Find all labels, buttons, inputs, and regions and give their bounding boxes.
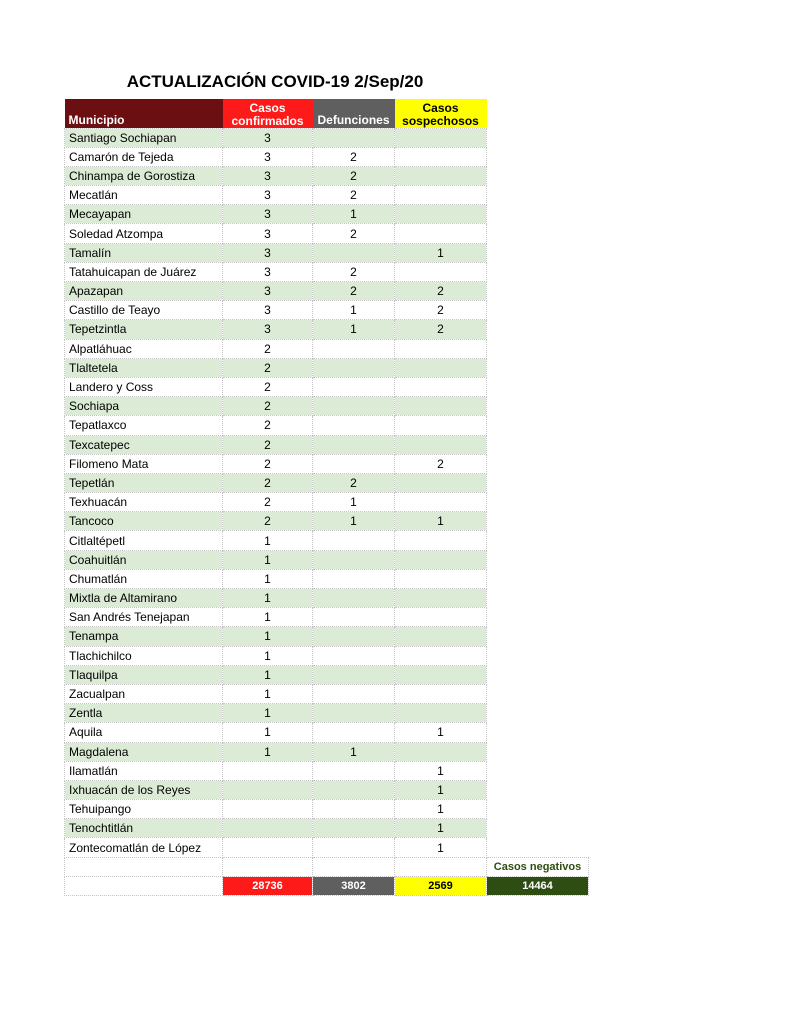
cell-defunciones [313,435,395,454]
table-row [65,608,589,627]
cell-confirmados: 1 [223,665,313,684]
blank-cell [395,857,487,876]
spacer-cell [487,205,589,224]
cell-sospechosos: 1 [395,819,487,838]
cell-sospechosos: 1 [395,780,487,799]
cell-sospechosos [395,684,487,703]
table-row [65,761,589,780]
cell-municipio: Tamalín [65,243,223,262]
cell-municipio: Chinampa de Gorostiza [65,166,223,185]
cell-confirmados: 3 [223,243,313,262]
cell-confirmados: 2 [223,416,313,435]
header-sospechosos-line2: sospechosos [402,113,479,128]
negativos-label-row [65,857,589,876]
cell-confirmados: 3 [223,262,313,281]
spacer-cell [487,282,589,301]
cell-confirmados: 2 [223,493,313,512]
spacer-cell [487,301,589,320]
spacer-cell [487,512,589,531]
cell-municipio: Santiago Sochiapan [65,128,223,147]
cell-confirmados: 1 [223,704,313,723]
cell-sospechosos [395,128,487,147]
cell-defunciones [313,704,395,723]
cell-confirmados [223,761,313,780]
cell-defunciones [313,397,395,416]
spacer-cell [487,454,589,473]
cell-defunciones: 2 [313,473,395,492]
table-row [65,838,589,857]
header-defunciones: Defunciones [313,99,395,128]
table-row [65,320,589,339]
cell-sospechosos [395,377,487,396]
cell-sospechosos: 1 [395,723,487,742]
page-title: ACTUALIZACIÓN COVID-19 2/Sep/20 [126,72,424,91]
cell-sospechosos: 1 [395,512,487,531]
spacer-cell [487,166,589,185]
cell-municipio: Filomeno Mata [65,454,223,473]
cell-defunciones [313,550,395,569]
cell-defunciones [313,569,395,588]
cell-confirmados: 3 [223,186,313,205]
cell-sospechosos [395,704,487,723]
cell-defunciones [313,723,395,742]
totals-row [65,876,589,895]
spacer-cell [487,627,589,646]
table-row [65,819,589,838]
header-sospechosos-line1: Casos [422,100,459,115]
cell-municipio: Ilamatlán [65,761,223,780]
cell-sospechosos [395,531,487,550]
total-negativos: 14464 [487,876,589,895]
table-row [65,742,589,761]
blank-cell [65,857,223,876]
cell-sospechosos [395,473,487,492]
header-confirmados-line1: Casos [249,100,286,115]
cell-municipio: Texcatepec [65,435,223,454]
cell-confirmados: 1 [223,627,313,646]
cell-defunciones [313,358,395,377]
cell-confirmados: 1 [223,589,313,608]
spacer-cell [487,646,589,665]
cell-municipio: Zentla [65,704,223,723]
cell-confirmados: 2 [223,358,313,377]
cell-municipio: Tehuipango [65,800,223,819]
cell-defunciones [313,377,395,396]
cell-municipio: Mixtla de Altamirano [65,589,223,608]
table-row [65,531,589,550]
table-row [65,512,589,531]
header-row [65,99,589,128]
table-row [65,166,589,185]
total-sospechosos: 2569 [395,876,487,895]
table-row [65,397,589,416]
cell-confirmados: 3 [223,128,313,147]
cell-confirmados: 3 [223,282,313,301]
cell-confirmados: 2 [223,512,313,531]
cell-sospechosos [395,262,487,281]
spacer-cell [487,531,589,550]
blank-cell [313,857,395,876]
header-municipio: Municipio [65,99,223,128]
cell-municipio: Sochiapa [65,397,223,416]
cell-municipio: Magdalena [65,742,223,761]
table-row [65,282,589,301]
cell-defunciones: 2 [313,166,395,185]
table-row [65,646,589,665]
spacer-cell [487,243,589,262]
table-row [65,416,589,435]
spacer-cell [487,665,589,684]
cell-confirmados: 1 [223,608,313,627]
table-row [65,224,589,243]
cell-municipio: Aquila [65,723,223,742]
cell-defunciones [313,627,395,646]
cell-municipio: Camarón de Tejeda [65,147,223,166]
table-row [65,569,589,588]
header-casos-confirmados [223,99,313,128]
cell-sospechosos: 2 [395,282,487,301]
cell-sospechosos: 2 [395,320,487,339]
cell-sospechosos [395,186,487,205]
cell-municipio: Tlaquilpa [65,665,223,684]
spacer-cell [487,838,589,857]
cell-defunciones [313,339,395,358]
spacer-cell [487,742,589,761]
cell-municipio: Soledad Atzompa [65,224,223,243]
spacer-cell [487,608,589,627]
table-row [65,128,589,147]
spacer-cell [487,493,589,512]
table-row [65,493,589,512]
table-row [65,377,589,396]
cell-municipio: Tepatlaxco [65,416,223,435]
spacer-cell [487,589,589,608]
cell-sospechosos [395,339,487,358]
spacer-cell [487,761,589,780]
casos-negativos-label: Casos negativos [487,857,589,876]
cell-confirmados: 3 [223,224,313,243]
table-row [65,800,589,819]
cell-confirmados: 1 [223,684,313,703]
table-row [65,665,589,684]
cell-sospechosos [395,358,487,377]
cell-defunciones: 1 [313,493,395,512]
cell-sospechosos [395,569,487,588]
cell-defunciones: 1 [313,512,395,531]
cell-municipio: Coahuitlán [65,550,223,569]
spacer-cell [487,128,589,147]
cell-sospechosos [395,627,487,646]
table-row [65,186,589,205]
table-body [65,128,589,895]
cell-sospechosos [395,205,487,224]
cell-defunciones: 2 [313,224,395,243]
covid-table [64,99,589,896]
cell-confirmados [223,780,313,799]
cell-defunciones [313,128,395,147]
cell-confirmados: 1 [223,646,313,665]
cell-sospechosos: 1 [395,838,487,857]
spacer-cell [487,377,589,396]
cell-sospechosos [395,589,487,608]
header-confirmados-line2: confirmados [231,113,304,128]
cell-defunciones: 2 [313,262,395,281]
cell-defunciones [313,416,395,435]
cell-sospechosos: 1 [395,761,487,780]
cell-sospechosos [395,224,487,243]
spacer-cell [487,819,589,838]
table-row [65,435,589,454]
spacer-cell [487,358,589,377]
cell-defunciones: 1 [313,320,395,339]
cell-municipio: Tepetzintla [65,320,223,339]
cell-municipio: Tenampa [65,627,223,646]
cell-defunciones [313,684,395,703]
table-row [65,550,589,569]
table-row [65,243,589,262]
cell-sospechosos [395,397,487,416]
spacer-cell [487,723,589,742]
cell-defunciones [313,800,395,819]
cell-confirmados: 2 [223,454,313,473]
cell-municipio: Ixhuacán de los Reyes [65,780,223,799]
cell-municipio: Chumatlán [65,569,223,588]
spacer-cell [487,224,589,243]
cell-confirmados: 1 [223,723,313,742]
spacer-cell [487,186,589,205]
table-row [65,301,589,320]
cell-municipio: Citlaltépetl [65,531,223,550]
header-casos-sospechosos [395,99,487,128]
spacer-cell [487,704,589,723]
table-row [65,358,589,377]
spacer-cell [487,800,589,819]
cell-defunciones [313,589,395,608]
cell-confirmados: 3 [223,320,313,339]
spacer-cell [487,147,589,166]
cell-confirmados: 3 [223,301,313,320]
cell-municipio: Tlaltetela [65,358,223,377]
cell-defunciones [313,819,395,838]
spacer-cell [487,435,589,454]
table-row [65,684,589,703]
table-row [65,704,589,723]
table-row [65,723,589,742]
cell-sospechosos [395,608,487,627]
cell-defunciones [313,531,395,550]
cell-sospechosos [395,166,487,185]
cell-municipio: Landero y Coss [65,377,223,396]
cell-defunciones: 2 [313,282,395,301]
spacer-cell [487,684,589,703]
table-row [65,473,589,492]
spacer-cell [487,416,589,435]
total-defunciones: 3802 [313,876,395,895]
spacer-cell [487,473,589,492]
cell-defunciones [313,454,395,473]
cell-municipio: Mecatlán [65,186,223,205]
cell-sospechosos: 2 [395,301,487,320]
table-row [65,589,589,608]
cell-defunciones [313,761,395,780]
cell-defunciones [313,838,395,857]
cell-sospechosos: 1 [395,243,487,262]
cell-sospechosos [395,435,487,454]
cell-confirmados: 3 [223,205,313,224]
cell-confirmados: 3 [223,166,313,185]
cell-sospechosos: 2 [395,454,487,473]
cell-sospechosos [395,665,487,684]
table-row [65,627,589,646]
cell-municipio: San Andrés Tenejapan [65,608,223,627]
cell-municipio: Tatahuicapan de Juárez [65,262,223,281]
cell-confirmados: 2 [223,435,313,454]
cell-confirmados [223,800,313,819]
cell-confirmados: 2 [223,473,313,492]
cell-defunciones: 2 [313,147,395,166]
table-row [65,339,589,358]
cell-defunciones [313,780,395,799]
cell-confirmados: 2 [223,339,313,358]
cell-confirmados: 2 [223,377,313,396]
cell-defunciones: 1 [313,301,395,320]
cell-confirmados: 2 [223,397,313,416]
table-row [65,262,589,281]
cell-defunciones [313,608,395,627]
spacer-cell [487,320,589,339]
cell-sospechosos [395,742,487,761]
table-row [65,205,589,224]
cell-defunciones [313,243,395,262]
spacer-cell [487,339,589,358]
cell-municipio: Tenochtitlán [65,819,223,838]
cell-sospechosos: 1 [395,800,487,819]
total-confirmados: 28736 [223,876,313,895]
cell-defunciones: 1 [313,742,395,761]
cell-confirmados [223,819,313,838]
cell-sospechosos [395,550,487,569]
spacer-cell [487,550,589,569]
cell-sospechosos [395,416,487,435]
cell-municipio: Texhuacán [65,493,223,512]
cell-municipio: Apazapan [65,282,223,301]
spacer-cell [487,780,589,799]
cell-defunciones: 2 [313,186,395,205]
spacer-cell [487,397,589,416]
table-row [65,147,589,166]
cell-municipio: Zontecomatlán de López [65,838,223,857]
cell-municipio: Zacualpan [65,684,223,703]
cell-municipio: Castillo de Teayo [65,301,223,320]
cell-confirmados: 1 [223,742,313,761]
cell-defunciones: 1 [313,205,395,224]
cell-confirmados: 1 [223,550,313,569]
cell-municipio: Tlachichilco [65,646,223,665]
cell-defunciones [313,665,395,684]
cell-municipio: Tepetlán [65,473,223,492]
cell-sospechosos [395,646,487,665]
spacer-cell [487,569,589,588]
blank-cell [223,857,313,876]
table-row [65,780,589,799]
total-empty-cell [65,876,223,895]
cell-confirmados: 3 [223,147,313,166]
cell-municipio: Alpatláhuac [65,339,223,358]
spacer-cell [487,262,589,281]
cell-municipio: Tancoco [65,512,223,531]
cell-confirmados: 1 [223,531,313,550]
cell-sospechosos [395,493,487,512]
cell-confirmados [223,838,313,857]
cell-sospechosos [395,147,487,166]
cell-confirmados: 1 [223,569,313,588]
cell-defunciones [313,646,395,665]
cell-municipio: Mecayapan [65,205,223,224]
table-row [65,454,589,473]
